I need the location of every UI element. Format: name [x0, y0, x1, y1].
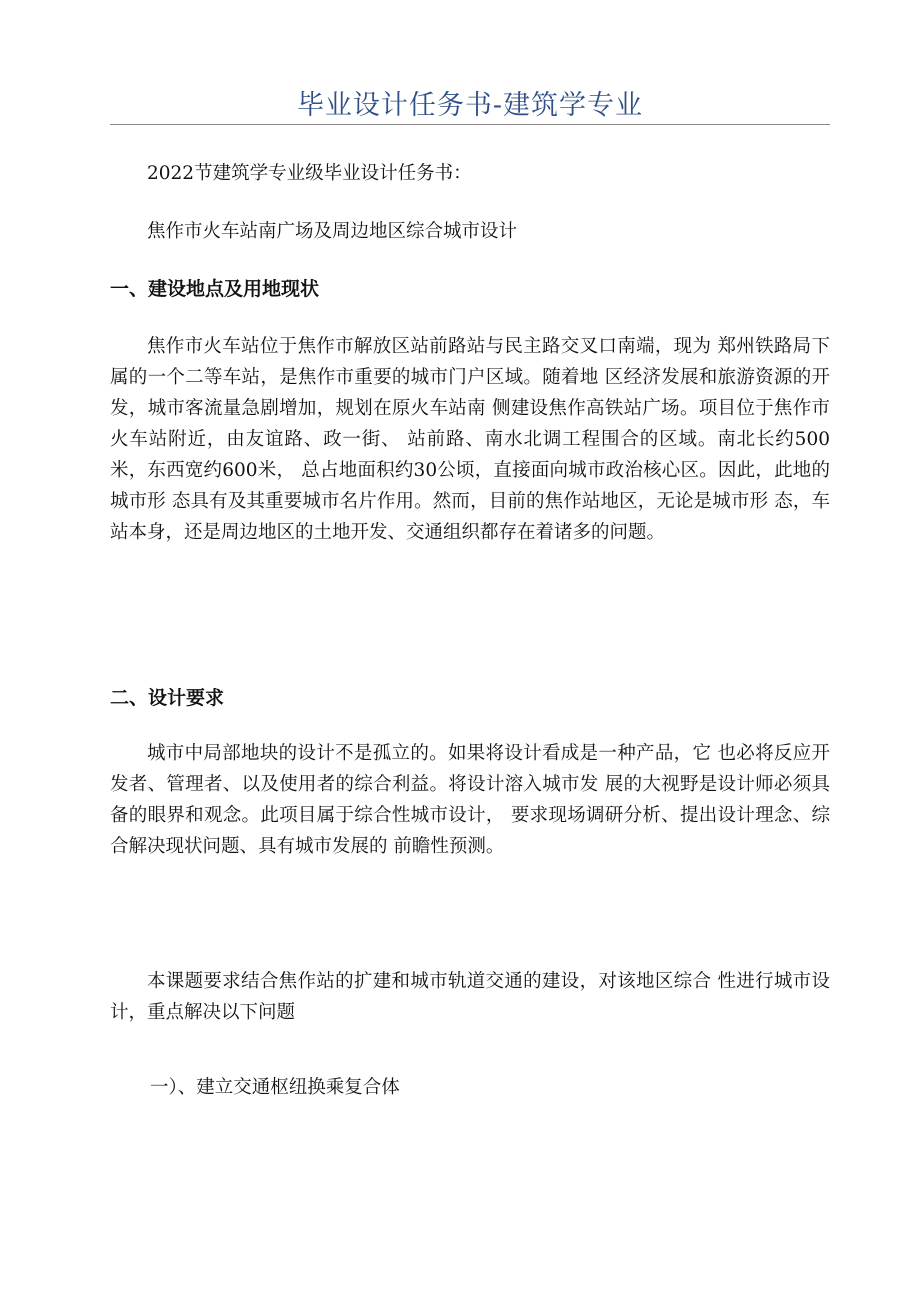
document-title: 毕业设计任务书-建筑学专业	[296, 90, 644, 121]
section-1-paragraph: 焦作市火车站位于焦作市解放区站前路站与民主路交叉口南端，现为 郑州铁路局下属的一个二等车站，是焦作市重要的城市门户区域。随着地 区经济发展和旅游资源的开发，城市客流量急剧增加，规划在原火车站南 侧建设焦作高铁站广场。项目位于焦作市火车站附近，由友谊路、政一街、 站前路、南水北调工程围合的区域。南北长约500米，东西宽约600米， 总占地面积约30公顷，直接面向城市政治核心区。因此，此地的城市形 态具有及其重要城市名片作用。然而，目前的焦作站地区，无论是城市形 态，车站本身，还是周边地区的土地开发、交通组织都存在着诸多的问题。	[110, 336, 830, 543]
section-2-heading: 二、设计要求	[110, 687, 225, 709]
section-2-paragraph-1: 城市中局部地块的设计不是孤立的。如果将设计看成是一种产品，它 也必将反应开发者、管理者、以及使用者的综合利益。将设计溶入城市发 展的大视野是设计师必须具备的眼界和观念。此项目属于综合性城市设计， 要求现场调研分析、提出设计理念、综合解决现状问题、具有城市发展的 前瞻性预测。	[110, 743, 830, 857]
intro-line-2: 焦作市火车站南广场及周边地区综合城市设计	[147, 221, 518, 242]
title-divider	[110, 124, 830, 125]
section-1-heading: 一、建设地点及用地现状	[110, 278, 320, 300]
section-2-paragraph-2: 本课题要求结合焦作站的扩建和城市轨道交通的建设，对该地区综合 性进行城市设计，重点解决以下问题	[110, 971, 830, 1023]
section-2-item-1: 一）、建立交通枢纽换乘复合体	[150, 1077, 400, 1098]
intro-line-1: 2022节建筑学专业级毕业设计任务书：	[147, 163, 472, 184]
